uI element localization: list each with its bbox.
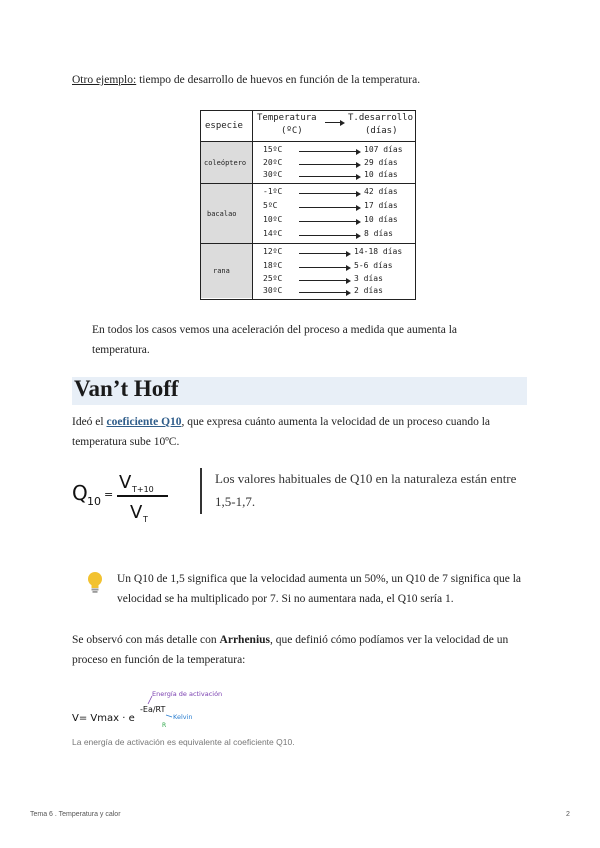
days-cell: 107 días	[364, 145, 403, 154]
row-arrow	[299, 280, 349, 281]
row-arrow	[299, 221, 359, 222]
row-arrow	[299, 235, 359, 236]
days-cell: 2 días	[354, 286, 383, 295]
q10-text-before: Ideó el	[72, 416, 107, 428]
arrhenius-text-after: , que definió cómo podíamos ver la velocidad de un proceso en función de la temperatura:	[72, 634, 509, 666]
days-cell: 17 días	[364, 201, 398, 210]
arrhenius-paragraph	[72, 630, 527, 670]
q10-callout: Un Q10 de 1,5 significa que la velocidad aumenta un 50%, un Q10 de 7 significa que la velocidad se ha multiplicado por 7. Si no aumentara nada, el Q10 sería 1.	[117, 573, 521, 605]
formula-den: V	[130, 502, 143, 523]
q10-text-after: , que expresa cuánto aumenta la velocidad de un proceso cuando la temperatura sube 10ºC.	[72, 416, 490, 448]
row-arrow	[299, 292, 349, 293]
arrhenius-caption: La energía de activación es equivalente al coeficiente Q10.	[72, 737, 295, 747]
header-temperature-unit: (ºC)	[281, 126, 303, 136]
species-rana: rana	[213, 267, 230, 275]
formula-den-sub: T	[143, 515, 148, 524]
temp-cell: 5ºC	[263, 201, 278, 210]
row-arrow	[299, 193, 359, 194]
annotation-r: R	[162, 722, 167, 729]
q10-paragraph	[72, 412, 527, 452]
q10-link[interactable]: coeficiente Q10	[106, 416, 182, 428]
header-development: T.desarrollo	[348, 113, 414, 123]
annotation-energy: Energía de activación	[152, 690, 223, 698]
header-development-unit: (días)	[365, 126, 398, 136]
arrhenius-formula	[72, 684, 292, 741]
temp-cell: 30ºC	[263, 286, 283, 295]
intro-line	[72, 74, 420, 86]
row-arrow	[299, 267, 349, 268]
temp-cell: 30ºC	[263, 170, 283, 179]
arrhenius-exponent: -Ea/RT	[140, 705, 166, 714]
days-cell: 14-18 días	[354, 247, 403, 256]
formula-lhs-sub: 10	[87, 495, 101, 508]
acceleration-paragraph: En todos los casos vemos una aceleración del proceso a medida que aumenta la temperatura.	[92, 324, 457, 356]
days-cell: 29 días	[364, 158, 398, 167]
temp-cell: 14ºC	[263, 229, 283, 238]
arrhenius-bold: Arrhenius	[219, 634, 271, 646]
kelvin-pointer	[166, 715, 172, 717]
header-temperature: Temperatura	[257, 113, 317, 123]
days-cell: 10 días	[364, 170, 398, 179]
arrhenius-text-before: Se observó con más detalle con	[72, 634, 220, 646]
formula-lhs: Q	[72, 481, 88, 505]
egg-development-table	[200, 110, 416, 300]
intro-text: tiempo de desarrollo de huevos en función de la temperatura.	[136, 74, 421, 86]
temp-cell: 25ºC	[263, 274, 283, 283]
row-arrow	[299, 207, 359, 208]
days-cell: 42 días	[364, 187, 398, 196]
formula-equals: =	[104, 488, 114, 501]
temp-cell: 20ºC	[263, 158, 283, 167]
row-arrow	[299, 253, 349, 254]
species-bacalao: bacalao	[207, 210, 237, 218]
temp-cell: 12ºC	[263, 247, 283, 256]
days-cell: 5-6 días	[354, 261, 393, 270]
temp-cell: 10ºC	[263, 215, 283, 224]
temp-cell: -1ºC	[263, 187, 283, 196]
column-divider	[252, 111, 253, 299]
formula-num: V	[119, 472, 132, 493]
species-coleoptero: coleóptero	[204, 159, 247, 167]
group-divider-2	[201, 243, 415, 244]
header-arrow	[325, 122, 343, 123]
q10-formula	[72, 468, 192, 533]
header-species: especie	[205, 121, 243, 131]
row-arrow	[299, 151, 359, 152]
row-arrow	[299, 164, 359, 165]
days-cell: 3 días	[354, 274, 383, 283]
footer-title: Tema 6 . Temperatura y calor	[30, 811, 121, 818]
days-cell: 10 días	[364, 215, 398, 224]
arrhenius-main: V= Vmax · e	[72, 713, 135, 724]
header-divider	[201, 141, 415, 142]
lightbulb-icon	[86, 570, 104, 599]
intro-label: Otro ejemplo:	[72, 74, 137, 86]
group-divider-1	[201, 183, 415, 184]
annotation-kelvin: Kelvin	[173, 713, 193, 721]
quote-bar	[200, 468, 202, 514]
formula-num-sub: T+10	[132, 485, 154, 494]
page-number: 2	[566, 811, 570, 818]
days-cell: 8 días	[364, 229, 393, 238]
page-heading: Van’t Hoff	[74, 376, 179, 401]
temp-cell: 15ºC	[263, 145, 283, 154]
temp-cell: 18ºC	[263, 261, 283, 270]
q10-quote: Los valores habituales de Q10 en la naturaleza están entre 1,5-1,7.	[215, 471, 517, 509]
row-arrow	[299, 176, 359, 177]
